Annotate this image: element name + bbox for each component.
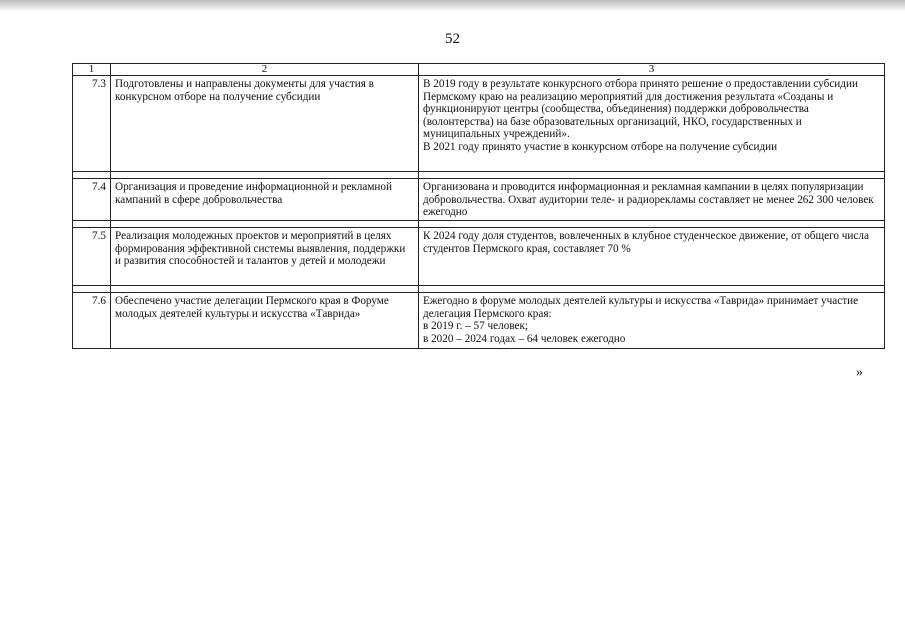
- table-header-row: [73, 64, 885, 76]
- column-header-2: 2: [111, 64, 419, 76]
- row-task: Обеспечено участие делегации Пермского края в Форуме молодых деятелей культуры и искусства «Таврида»: [111, 293, 419, 349]
- row-gap: [73, 221, 885, 228]
- row-result: Ежегодно в форуме молодых деятелей культуры и искусства «Таврида» принимает участие делегация Пермского края: в 2019 г. – 57 человек; в 2020 – 2024 годах – 64 человек ежегодно: [419, 293, 885, 349]
- row-number: 7.4: [73, 179, 111, 221]
- row-result: Организована и проводится информационная и рекламная кампании в целях популяризации добровольчества. Охват аудитории теле- и радиорекламы составляет не менее 262 300 человек ежегодно: [419, 179, 885, 221]
- row-number: 7.3: [73, 76, 111, 172]
- table-row: [73, 228, 885, 286]
- row-task: Организация и проведение информационной и рекламной кампаний в сфере добровольчества: [111, 179, 419, 221]
- row-gap: [73, 172, 885, 179]
- continuation-mark: »: [856, 365, 863, 380]
- column-header-3: 3: [419, 64, 885, 76]
- row-result: В 2019 году в результате конкурсного отбора принято решение о предоставлении субсидии Пермскому краю на реализацию мероприятий для достижения результата «Созданы и функционируют центры (сообщества, объединения) поддержки добровольчества (волонтерства) на базе образовательных организаций, НКО, государственных и муниципальных учреждений». В 2021 году принято участие в конкурсном отборе на получение субсидии: [419, 76, 885, 172]
- table-row: [73, 179, 885, 221]
- row-number: 7.6: [73, 293, 111, 349]
- table-row: [73, 76, 885, 172]
- row-result: К 2024 году доля студентов, вовлеченных в клубное студенческое движение, от общего числа студентов Пермского края, составляет 70 %: [419, 228, 885, 286]
- table-row: [73, 293, 885, 349]
- column-header-1: 1: [73, 64, 111, 76]
- row-gap: [73, 286, 885, 293]
- scan-edge-shadow: [0, 0, 905, 10]
- row-task: Подготовлены и направлены документы для участия в конкурсном отборе на получение субсидии: [111, 76, 419, 172]
- row-number: 7.5: [73, 228, 111, 286]
- page-number: 52: [445, 31, 460, 47]
- row-task: Реализация молодежных проектов и мероприятий в целях формирования эффективной системы выявления, поддержки и развития способностей и талантов у детей и молодежи: [111, 228, 419, 286]
- results-table: [72, 63, 885, 349]
